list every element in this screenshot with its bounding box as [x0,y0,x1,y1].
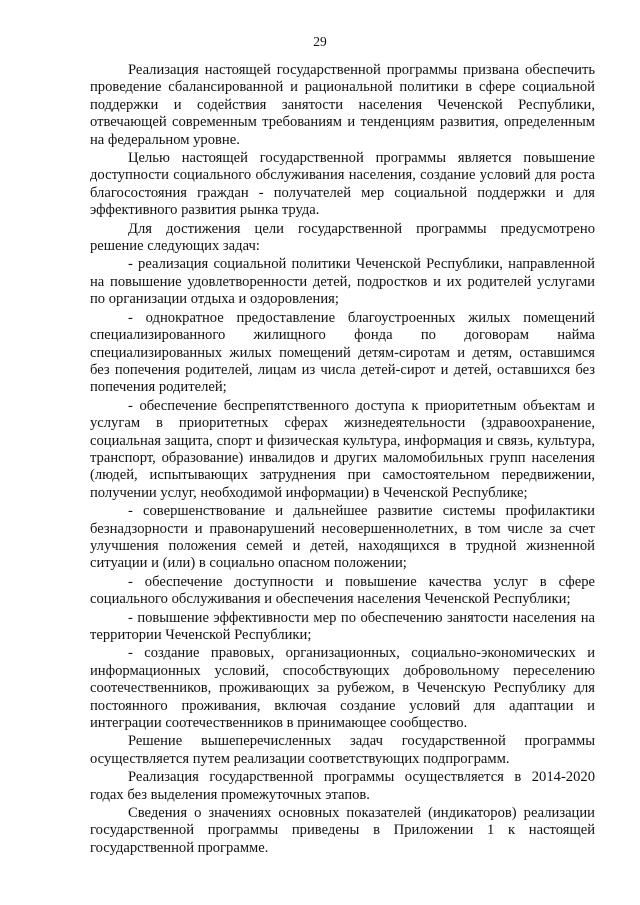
paragraph-indicators: Сведения о значениях основных показателей (индикаторов) реализации государственной программы приведены в Приложении 1 к настоящей государственной программе. [90,805,595,856]
list-item-task-employment: - повышение эффективности мер по обеспечению занятости населения на территории Чеченской Республики; [90,609,595,643]
document-body [90,62,595,858]
paragraph-subprograms: Решение вышеперечисленных задач государственной программы осуществляется путем реализации соответствующих подпрограмм. [90,733,595,767]
paragraph-implementation-period: Реализация государственной программы осуществляется в 2014-2020 годах без выделения промежуточных этапов. [90,769,595,803]
paragraph-program-goal: Целью настоящей государственной программы является повышение доступности социального обслуживания населения, создание условий для роста благосостояния граждан - получателей мер социальной поддержки и для эффективного развития рынка труда. [90,150,595,219]
list-item-task-accessibility: - обеспечение беспрепятственного доступа к приоритетным объектам и услугам в приоритетных сферах жизнедеятельности (здравоохранение, социальная защита, спорт и физическая культура, информация и связь, культура, транспорт, образование) инвалидов и других маломобильных групп населения (людей, испытывающих затруднения при самостоятельном передвижении, получении услуг, необходимой информации) в Чеченской Республике; [90,397,595,501]
page-number: 29 [313,34,327,49]
list-item-task-recreation: - реализация социальной политики Чеченской Республики, направленной на повышение удовлетворенности детей, подростков и их родителей услугами по организации отдыха и оздоровления; [90,256,595,308]
list-item-task-housing: - однократное предоставление благоустроенных жилых помещений специализированного жилищного фонда по договорам найма специализированных жилых помещений детям-сиротам и детям, оставшимся без попечения родителей, лицам из числа детей-сирот и детей, оставшихся без попечения родителей; [90,309,595,396]
paragraph-tasks-intro: Для достижения цели государственной программы предусмотрено решение следующих задач: [90,220,595,255]
list-item-task-resettlement: - создание правовых, организационных, социально-экономических и информационных условий, способствующих добровольному переселению соотечественников, проживающих за рубежом, в Чеченскую Республику для постоянного проживания, включая создание условий для адаптации и интеграции соотечественников в принимающее сообщество. [90,645,595,732]
paragraph-program-purpose: Реализация настоящей государственной программы призвана обеспечить проведение сбалансированной и рациональной политики в сфере социальной поддержки и содействия занятости населения Чеченской Республики, отвечающей современным требованиям и тенденциям развития, определенным на федеральном уровне. [90,62,595,148]
list-item-task-prevention: - совершенствование и дальнейшее развитие системы профилактики безнадзорности и правонарушений несовершеннолетних, в том числе за счет улучшения положения семей и детей, находящихся в трудной жизненной ситуации и (или) в социально опасном положении; [90,503,595,572]
list-item-task-social-services: - обеспечение доступности и повышение качества услуг в сфере социального обслуживания и обеспечения населения Чеченской Республики; [90,573,595,608]
